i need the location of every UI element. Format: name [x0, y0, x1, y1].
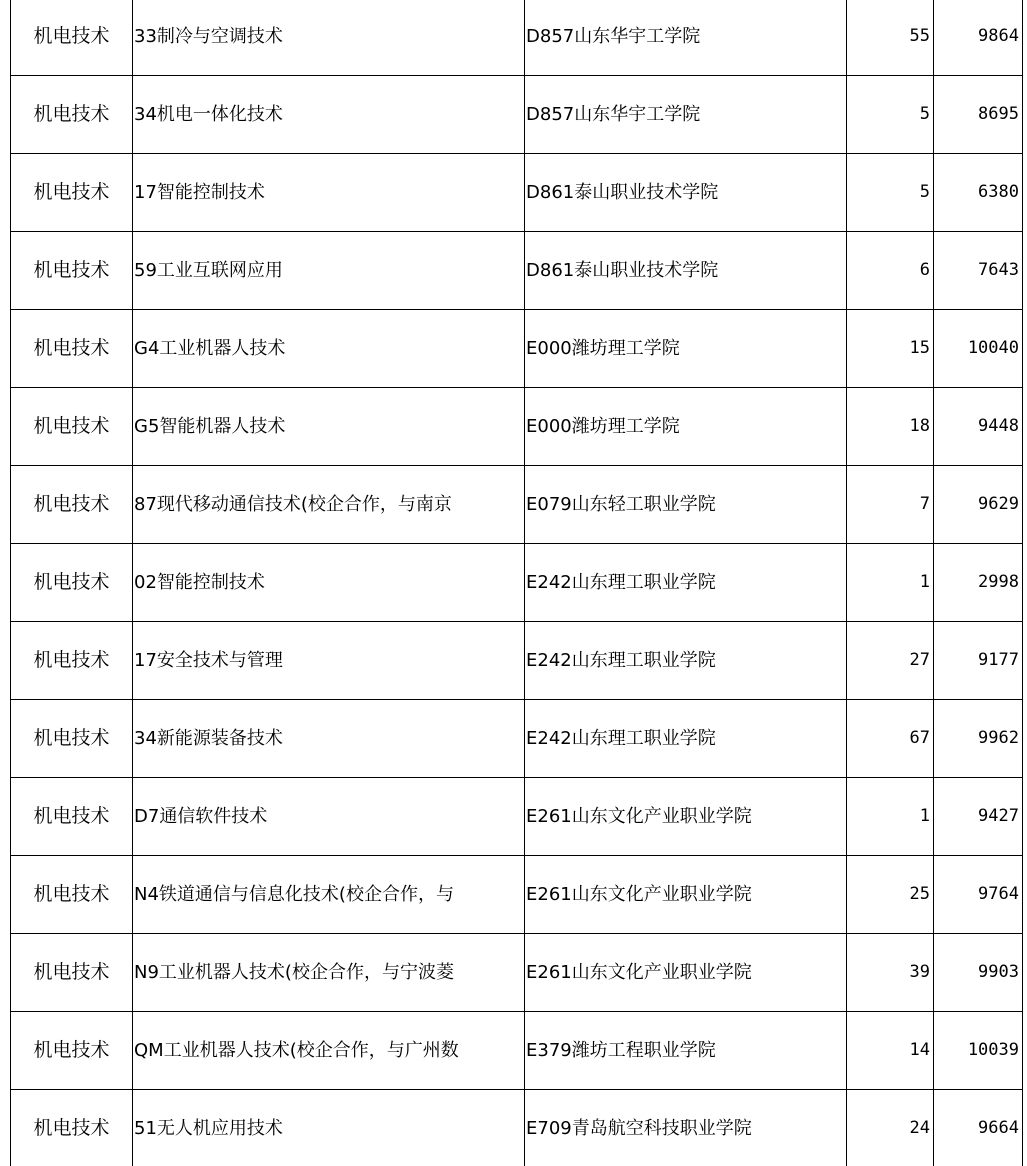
rank-cell[interactable]: 9664 — [934, 1090, 1023, 1166]
plan-cell[interactable]: 39 — [847, 934, 934, 1012]
school-cell[interactable]: E000潍坊理工学院 — [525, 388, 847, 466]
school-cell[interactable]: E000潍坊理工学院 — [525, 310, 847, 388]
rank-cell[interactable]: 10039 — [934, 1012, 1023, 1090]
rank-cell[interactable]: 9629 — [934, 466, 1023, 544]
plan-cell[interactable]: 5 — [847, 76, 934, 154]
category-cell[interactable]: 机电技术 — [11, 1090, 133, 1166]
major-cell[interactable]: 59工业互联网应用 — [133, 232, 525, 310]
major-cell[interactable]: G5智能机器人技术 — [133, 388, 525, 466]
major-cell[interactable]: 34新能源装备技术 — [133, 700, 525, 778]
school-cell[interactable]: E379潍坊工程职业学院 — [525, 1012, 847, 1090]
plan-cell[interactable]: 1 — [847, 544, 934, 622]
school-cell[interactable]: E242山东理工职业学院 — [525, 622, 847, 700]
school-cell[interactable]: D857山东华宇工学院 — [525, 76, 847, 154]
category-cell[interactable]: 机电技术 — [11, 232, 133, 310]
major-cell[interactable]: 17安全技术与管理 — [133, 622, 525, 700]
rank-cell[interactable]: 9864 — [934, 0, 1023, 76]
table-row — [11, 76, 1023, 154]
plan-cell[interactable]: 5 — [847, 154, 934, 232]
rank-cell[interactable]: 7643 — [934, 232, 1023, 310]
table-row — [11, 154, 1023, 232]
plan-cell[interactable]: 6 — [847, 232, 934, 310]
rank-cell[interactable]: 9177 — [934, 622, 1023, 700]
category-cell[interactable]: 机电技术 — [11, 778, 133, 856]
school-cell[interactable]: E242山东理工职业学院 — [525, 700, 847, 778]
major-cell[interactable]: 17智能控制技术 — [133, 154, 525, 232]
major-cell[interactable]: G4工业机器人技术 — [133, 310, 525, 388]
table-row — [11, 544, 1023, 622]
table-row — [11, 0, 1023, 76]
major-cell[interactable]: 87现代移动通信技术(校企合作，与南京 — [133, 466, 525, 544]
table-row — [11, 1012, 1023, 1090]
major-cell[interactable]: 34机电一体化技术 — [133, 76, 525, 154]
rank-cell[interactable]: 9764 — [934, 856, 1023, 934]
table-row — [11, 232, 1023, 310]
rank-cell[interactable]: 9448 — [934, 388, 1023, 466]
school-cell[interactable]: E261山东文化产业职业学院 — [525, 856, 847, 934]
table-row — [11, 856, 1023, 934]
rank-cell[interactable]: 8695 — [934, 76, 1023, 154]
category-cell[interactable]: 机电技术 — [11, 1012, 133, 1090]
school-cell[interactable]: E261山东文化产业职业学院 — [525, 778, 847, 856]
plan-cell[interactable]: 7 — [847, 466, 934, 544]
rank-cell[interactable]: 10040 — [934, 310, 1023, 388]
plan-cell[interactable]: 15 — [847, 310, 934, 388]
major-cell[interactable]: N9工业机器人技术(校企合作，与宁波菱 — [133, 934, 525, 1012]
plan-cell[interactable]: 67 — [847, 700, 934, 778]
plan-cell[interactable]: 14 — [847, 1012, 934, 1090]
school-cell[interactable]: E079山东轻工职业学院 — [525, 466, 847, 544]
category-cell[interactable]: 机电技术 — [11, 388, 133, 466]
school-cell[interactable]: E242山东理工职业学院 — [525, 544, 847, 622]
plan-cell[interactable]: 24 — [847, 1090, 934, 1166]
category-cell[interactable]: 机电技术 — [11, 700, 133, 778]
category-cell[interactable]: 机电技术 — [11, 0, 133, 76]
plan-cell[interactable]: 1 — [847, 778, 934, 856]
table-row — [11, 466, 1023, 544]
category-cell[interactable]: 机电技术 — [11, 310, 133, 388]
category-cell[interactable]: 机电技术 — [11, 856, 133, 934]
major-cell[interactable]: 33制冷与空调技术 — [133, 0, 525, 76]
school-cell[interactable]: D861泰山职业技术学院 — [525, 154, 847, 232]
category-cell[interactable]: 机电技术 — [11, 934, 133, 1012]
table-row — [11, 388, 1023, 466]
school-cell[interactable]: D857山东华宇工学院 — [525, 0, 847, 76]
major-cell[interactable]: 02智能控制技术 — [133, 544, 525, 622]
table-row — [11, 934, 1023, 1012]
table-row — [11, 622, 1023, 700]
plan-cell[interactable]: 55 — [847, 0, 934, 76]
category-cell[interactable]: 机电技术 — [11, 622, 133, 700]
school-cell[interactable]: E261山东文化产业职业学院 — [525, 934, 847, 1012]
major-cell[interactable]: D7通信软件技术 — [133, 778, 525, 856]
rank-cell[interactable]: 9962 — [934, 700, 1023, 778]
category-cell[interactable]: 机电技术 — [11, 76, 133, 154]
school-cell[interactable]: D861泰山职业技术学院 — [525, 232, 847, 310]
category-cell[interactable]: 机电技术 — [11, 466, 133, 544]
table-row — [11, 778, 1023, 856]
major-cell[interactable]: QM工业机器人技术(校企合作，与广州数 — [133, 1012, 525, 1090]
rank-cell[interactable]: 9903 — [934, 934, 1023, 1012]
plan-cell[interactable]: 27 — [847, 622, 934, 700]
category-cell[interactable]: 机电技术 — [11, 544, 133, 622]
major-cell[interactable]: N4铁道通信与信息化技术(校企合作，与 — [133, 856, 525, 934]
table-body — [11, 0, 1023, 1166]
major-cell[interactable]: 51无人机应用技术 — [133, 1090, 525, 1166]
admission-table — [10, 0, 1023, 1166]
plan-cell[interactable]: 25 — [847, 856, 934, 934]
rank-cell[interactable]: 2998 — [934, 544, 1023, 622]
plan-cell[interactable]: 18 — [847, 388, 934, 466]
table-row — [11, 310, 1023, 388]
school-cell[interactable]: E709青岛航空科技职业学院 — [525, 1090, 847, 1166]
rank-cell[interactable]: 6380 — [934, 154, 1023, 232]
table-row — [11, 700, 1023, 778]
category-cell[interactable]: 机电技术 — [11, 154, 133, 232]
rank-cell[interactable]: 9427 — [934, 778, 1023, 856]
table-row — [11, 1090, 1023, 1166]
